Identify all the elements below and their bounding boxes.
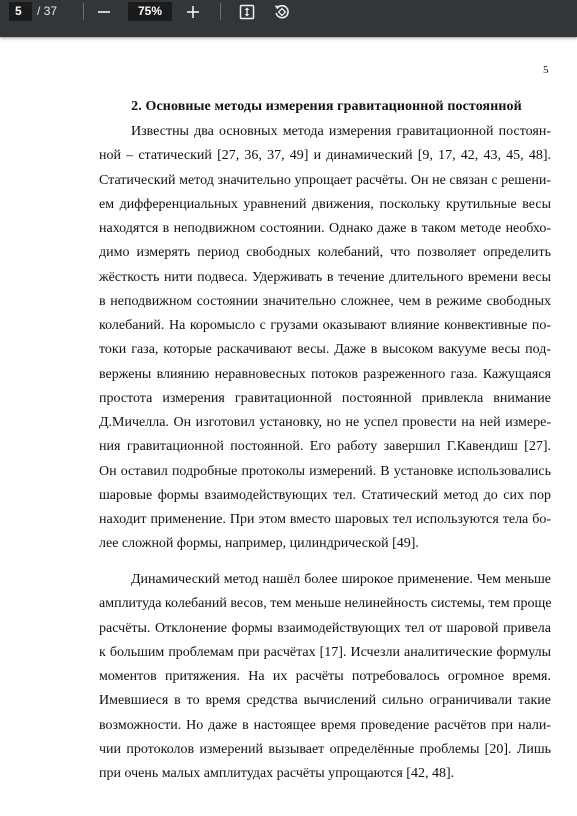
paragraph-dynamic-method	[99, 568, 551, 786]
text-line: находятся в неподвижном состоянии. Однако даже в таком методе необхо-	[99, 221, 551, 236]
rotate-button[interactable]	[271, 1, 293, 23]
text-line: ем дифференциальных уравнений движения, поскольку крутильные весы	[99, 196, 551, 212]
fit-to-page-button[interactable]	[236, 1, 258, 23]
pdf-toolbar	[0, 0, 577, 37]
text-line: находит применение. При этом вместо шаровых тел используются тела бо-	[99, 512, 551, 527]
page-number-input[interactable]: 5	[9, 2, 32, 21]
page-number-label: 5	[543, 64, 549, 76]
text-line: моментов притяжения. На их расчёты потребовалось огромное время.	[99, 669, 551, 684]
text-line: чии протоколов измерений вызывает определённые проблемы [20]. Лишь	[99, 741, 551, 757]
minus-icon	[97, 5, 111, 19]
text-line: расчёты. Отклонение формы взаимодействующих тел от шаровой привела	[99, 620, 551, 636]
zoom-input[interactable]: 75%	[128, 2, 172, 21]
text-line: при очень малых амплитудах расчёты упрощаются [42, 48].	[99, 766, 455, 781]
page-total: 37	[43, 4, 58, 18]
section-heading: 2. Основные методы измерения гравитационной постоянной	[131, 99, 522, 114]
text-line: Статический метод значительно упрощает расчёты. Он не связан с решени-	[99, 172, 551, 188]
text-line: колебаний. На коромысло с грузами оказывают влияние конвективные по-	[99, 318, 551, 333]
text-line: шаровые формы взаимодействующих тел. Статический метод до сих пор	[99, 487, 551, 503]
text-line: Д.Мичелла. Он изготовил установку, но не успел провести на ней измере-	[99, 415, 551, 430]
text-line: вержены влиянию неравновесных потоков разреженного газа. Кажущаяся	[99, 366, 551, 382]
paragraph-static-method	[99, 120, 551, 557]
toolbar-divider	[83, 3, 84, 20]
text-line: к большим проблемам при расчётах [17]. Исчезли аналитические формулы	[99, 644, 551, 660]
rotate-icon	[273, 3, 291, 21]
text-line: Динамический метод нашёл более широкое применение. Чем меньше	[131, 572, 551, 587]
text-line: Он оставил подробные протоколы измерений. В установке использовались	[99, 463, 551, 479]
text-line: димо измерять период свободных колебаний, что позволяет определить	[99, 245, 551, 261]
fit-to-page-icon	[239, 4, 255, 20]
text-line: токи газа, которые раскачивают весы. Даже в высоком вакууме весы под-	[99, 342, 551, 358]
text-line: амплитуда колебаний весов, тем меньше нелинейность системы, тем проще	[99, 596, 552, 612]
zoom-out-button[interactable]	[93, 1, 115, 23]
toolbar-divider	[220, 3, 221, 20]
zoom-in-button[interactable]	[182, 1, 204, 23]
page-separator: /	[37, 4, 41, 18]
text-line: Известны два основных метода измерения гравитационной постоян-	[131, 124, 551, 139]
text-line: Имевшиеся в то время средства вычислений сильно ограничивали такие	[99, 693, 551, 709]
text-line: лее сложной формы, например, цилиндрической [49].	[99, 536, 419, 552]
text-line: жёсткость нити подвеса. Удерживать в течение длительного времени весы	[99, 269, 551, 285]
text-line: простота измерения гравитационной постоянной привлекла внимание	[99, 390, 551, 406]
text-line: в неподвижном состоянии значительно сложнее, чем в режиме свободных	[99, 293, 551, 309]
page-count	[37, 2, 57, 21]
plus-icon	[186, 5, 200, 19]
text-line: ния гравитационной постоянной. Его работу завершил Г.Кавендиш [27].	[99, 439, 551, 455]
text-line: ной – статический [27, 36, 37, 49] и динамический [9, 17, 42, 43, 45, 48].	[99, 148, 551, 164]
text-line: возможности. Но даже в настоящее время проведение расчётов при нали-	[99, 717, 551, 733]
